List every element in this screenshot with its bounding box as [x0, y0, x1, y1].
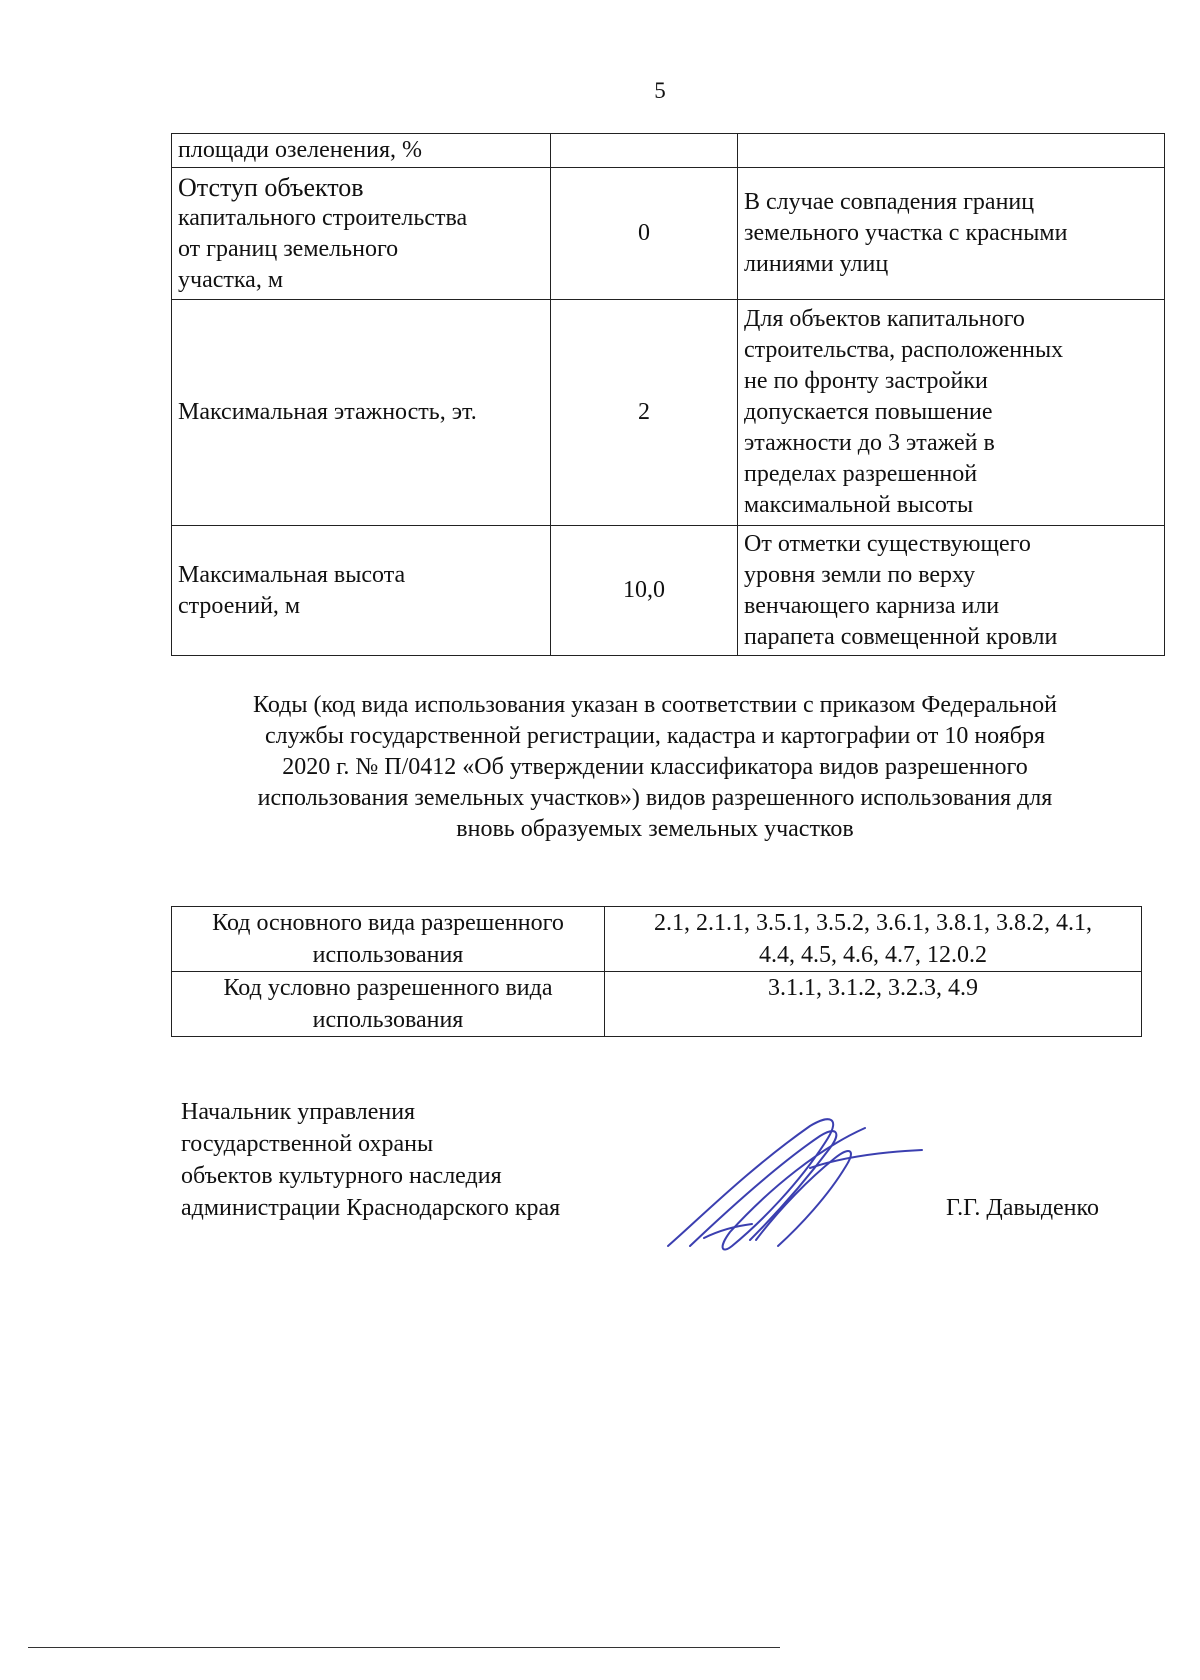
code-value-cell [605, 907, 1142, 972]
param-name-line: от границ земельного [178, 235, 399, 262]
code-value-line: 2.1, 2.1.1, 3.5.1, 3.5.2, 3.6.1, 3.8.1, 3.8.2, 4.1, [654, 910, 1092, 936]
codes-paragraph [171, 690, 1139, 845]
code-value-line: 4.4, 4.5, 4.6, 4.7, 12.0.2 [759, 942, 987, 968]
paragraph-line: использования земельных участков») видов разрешенного использования для [257, 785, 1053, 811]
param-value-cell: 2 [551, 300, 738, 526]
signature-strokes [668, 1119, 922, 1249]
page-number: 5 [654, 78, 666, 103]
param-note-cell [738, 168, 1165, 300]
table-row [172, 907, 1142, 972]
signatory-position [181, 1096, 560, 1224]
parameters-table [171, 133, 1165, 656]
signatory-name: Г.Г. Давыденко [946, 1195, 1099, 1221]
position-line: государственной охраны [181, 1131, 434, 1157]
param-name-cell [172, 168, 551, 300]
param-note-cell [738, 526, 1165, 656]
code-label-cell [172, 907, 605, 972]
param-name-line: капитального строительства [178, 204, 468, 231]
param-value-cell: 10,0 [551, 526, 738, 656]
param-note-line: допускается повышение [744, 399, 993, 425]
param-name-line: Отступ объектов [178, 172, 364, 202]
table-row [172, 168, 1165, 300]
table-row [172, 972, 1142, 1037]
code-label-line: Код условно разрешенного вида [223, 975, 553, 1001]
param-note-line: этажности до 3 этажей в [744, 430, 995, 456]
table-row [172, 526, 1165, 656]
param-name-line: Максимальная высота [178, 561, 406, 588]
param-note-line: не по фронту застройки [744, 368, 988, 394]
paragraph-line: 2020 г. № П/0412 «Об утверждении классификатора видов разрешенного [282, 754, 1028, 780]
paragraph-line: Коды (код вида использования указан в соответствии с приказом Федеральной [253, 692, 1057, 718]
param-note-line: Для объектов капитального [744, 306, 1025, 332]
table-row [172, 134, 1165, 168]
param-note-cell [738, 300, 1165, 526]
param-note-cell [738, 134, 1165, 168]
param-name-line: строений, м [178, 592, 301, 619]
param-note-line: От отметки существующего [744, 530, 1031, 557]
param-note-line: В случае совпадения границ [744, 189, 1035, 215]
code-value-cell [605, 972, 1142, 1037]
param-name-cell: Максимальная этажность, эт. [172, 300, 551, 526]
param-name-cell [172, 526, 551, 656]
codes-table [171, 906, 1142, 1037]
param-note-line: парапета совмещенной кровли [744, 623, 1058, 650]
param-note-line: пределах разрешенной [744, 461, 978, 487]
param-note-line: максимальной высоты [744, 492, 974, 518]
code-label-line: Код основного вида разрешенного [212, 910, 564, 936]
param-note-line: земельного участка с красными [744, 220, 1068, 246]
code-label-line: использования [312, 942, 464, 968]
paragraph-line: службы государственной регистрации, кадастра и картографии от 10 ноября [264, 723, 1046, 749]
param-note-line: линиями улиц [744, 251, 889, 277]
position-line: Начальник управления [181, 1099, 416, 1125]
position-line: объектов культурного наследия [181, 1163, 502, 1189]
param-value-cell [551, 134, 738, 168]
param-name-cell: площади озеленения, % [172, 134, 551, 168]
paragraph-line: вновь образуемых земельных участков [456, 816, 854, 842]
table-row [172, 300, 1165, 526]
bottom-divider [28, 1647, 780, 1648]
position-line: администрации Краснодарского края [181, 1195, 561, 1221]
param-note-line: уровня земли по верху [744, 561, 976, 588]
param-value-cell: 0 [551, 168, 738, 300]
param-name-line: участка, м [178, 266, 283, 293]
param-note-line: венчающего карниза или [744, 592, 1000, 619]
code-label-line: использования [312, 1007, 464, 1033]
param-note-line: строительства, расположенных [744, 337, 1064, 363]
code-value-line: 3.1.1, 3.1.2, 3.2.3, 4.9 [768, 975, 978, 1001]
code-label-cell [172, 972, 605, 1037]
handwritten-signature [660, 1108, 940, 1258]
